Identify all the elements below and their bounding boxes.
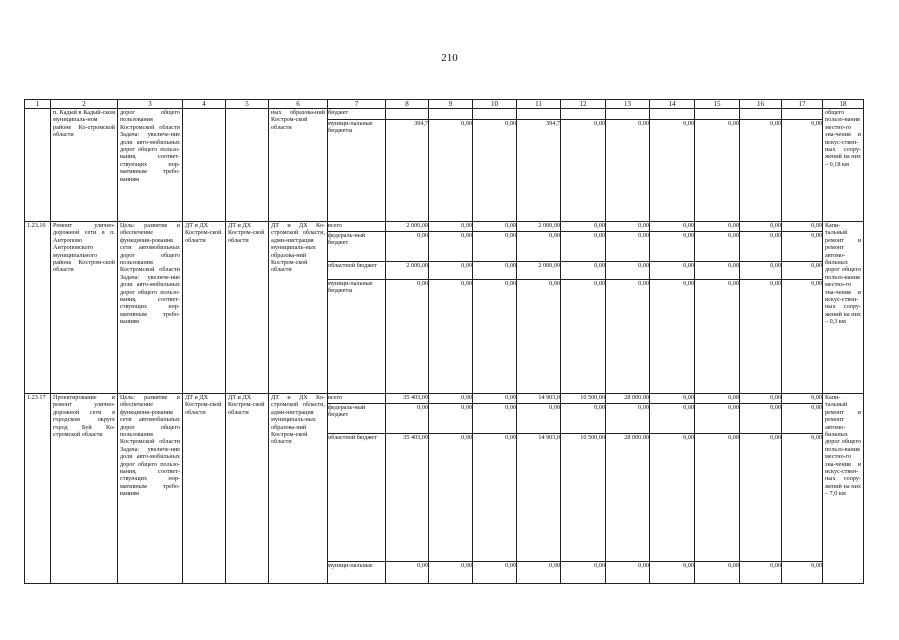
value: 0,00 <box>461 222 472 229</box>
value: 0,00 <box>650 403 695 433</box>
goal-cell: Цель: развитие и обеспечение функциони-рования сети автомобильных дорог общего пользования Костромской области Задача: увеличе-ние доли авто-мобильных дорог общего пользо-вания, соответ-ствующих нор-мативным требо-ваниям <box>118 222 183 394</box>
row-number-cell: 1.23.17 <box>25 394 51 584</box>
value: 0,00 <box>695 261 740 279</box>
funding-source: муници-пальные бюджеты <box>328 279 386 295</box>
value: 0,00 <box>695 231 740 261</box>
page-number: 210 <box>441 52 458 64</box>
value: 0,00 <box>782 403 823 433</box>
value: 0,00 <box>740 403 782 433</box>
value: 35 403,00 <box>403 394 428 401</box>
event-name-cell: Ремонт улично-дорожной сети в п. Антропово Антроповского муниципального района Костром-ской области <box>51 222 118 394</box>
funding-source: областной бюджет <box>328 261 386 279</box>
value: 2 000,00 <box>517 261 561 279</box>
result-cell: Капи-тальный ремонт и ремонт автомо-бильных дорог общего пользо-вания местно-го зна-чения и искус-ствен-ных соору-жений на них – 7,0 км <box>823 394 864 584</box>
value: 0,00 <box>517 231 561 261</box>
value: 14 903,0 <box>517 433 561 561</box>
value: 0,00 <box>473 433 517 561</box>
row-number-cell: 1.23.16 <box>25 222 51 394</box>
value: 0,00 <box>650 231 695 261</box>
table-row <box>25 394 864 584</box>
value: 394,7 <box>517 119 561 127</box>
value: 0,00 <box>728 394 739 401</box>
column-number: 8 <box>386 100 429 109</box>
value: 0,00 <box>429 403 473 433</box>
value: 28 000.00 <box>606 433 650 561</box>
customer-cell <box>183 109 226 222</box>
value: 394,7 <box>386 119 429 127</box>
value: 0,00 <box>517 403 561 433</box>
column-number: 17 <box>782 100 823 109</box>
value: 0,00 <box>606 119 650 127</box>
value: 0,00 <box>811 394 822 401</box>
value: 2 000,00 <box>386 261 429 279</box>
column-number: 2 <box>51 100 118 109</box>
executor-cell <box>226 109 269 222</box>
value: 0,00 <box>782 261 823 279</box>
customer-cell: ДТ и ДХ Костром-ской области <box>183 222 226 394</box>
column-number: 7 <box>328 100 386 109</box>
value: 0,00 <box>606 561 650 569</box>
column-number: 16 <box>740 100 782 109</box>
column-number: 5 <box>226 100 269 109</box>
value: 0,00 <box>561 403 606 433</box>
value: 0,00 <box>606 403 650 433</box>
table-row <box>25 109 864 222</box>
value: 2 000,00 <box>406 222 428 229</box>
value: 0,00 <box>473 561 517 569</box>
value: 0,00 <box>695 279 740 287</box>
column-number: 11 <box>517 100 561 109</box>
value: 0,00 <box>429 561 473 569</box>
value: 0,00 <box>561 261 606 279</box>
value: 0,00 <box>740 433 782 561</box>
value: 0,00 <box>638 222 649 229</box>
column-number: 4 <box>183 100 226 109</box>
funding-source-cell <box>328 394 386 584</box>
value: 0,00 <box>782 433 823 561</box>
value: 0,00 <box>505 222 516 229</box>
column-number: 15 <box>695 100 740 109</box>
table-row <box>25 222 864 394</box>
value: 0,00 <box>473 279 517 287</box>
program-table <box>24 99 864 584</box>
value: 0,00 <box>695 433 740 561</box>
value: 0,00 <box>561 561 606 569</box>
value: 0,00 <box>429 433 473 561</box>
value: 0,00 <box>386 561 429 569</box>
funding-source: федераль-ный бюджет <box>328 403 386 433</box>
column-number: 13 <box>606 100 650 109</box>
value: 0,00 <box>740 231 782 261</box>
value: 0,00 <box>561 231 606 261</box>
value: 0,00 <box>606 231 650 261</box>
value: 0,00 <box>473 261 517 279</box>
value: 0,00 <box>650 261 695 279</box>
result-cell: Капи-тальный ремонт и ремонт автомо-бильных дорог общего пользо-вания местно-го зна-чения и искус-ствен-ных соору-жений на них – 0,3 км <box>823 222 864 394</box>
value: 0,00 <box>606 261 650 279</box>
value: 14 903,0 <box>538 394 560 401</box>
funding-source: муници-пальные <box>328 561 386 569</box>
value: 0,00 <box>650 279 695 287</box>
funding-source: бюджет <box>328 109 349 116</box>
participants-cell: ДТ и ДХ Ко-стромской области, адми-нистрация муниципаль-ных образова-ний Костром-ской области <box>269 222 328 394</box>
value: 0,00 <box>683 394 694 401</box>
column-number-row <box>25 100 864 109</box>
funding-source: муници-пальные бюджеты <box>328 119 386 135</box>
value: 0,00 <box>782 119 823 127</box>
column-number: 14 <box>650 100 695 109</box>
value: 0,00 <box>386 403 429 433</box>
value: 0,00 <box>650 119 695 127</box>
column-number: 12 <box>561 100 606 109</box>
column-number: 6 <box>269 100 328 109</box>
value: 0,00 <box>505 394 516 401</box>
funding-source-cell <box>328 222 386 394</box>
value: 0,00 <box>782 279 823 287</box>
value: 0,00 <box>740 261 782 279</box>
value: 0,00 <box>386 279 429 287</box>
value: 0,00 <box>473 231 517 261</box>
value: 0,00 <box>770 222 781 229</box>
value: 0,00 <box>429 261 473 279</box>
goal-cell: Цель: развитие и обеспечение функциони-рования сети автомобильных дорог общего пользования Костромской области Задача: увеличе-ние доли авто-мобильных дорог общего пользо-вания, соответ-ствующих нор-мативным требо-ваниям <box>118 394 183 584</box>
column-number: 3 <box>118 100 183 109</box>
value: 0,00 <box>811 222 822 229</box>
value: 0,00 <box>429 279 473 287</box>
result-cell: общего пользо-вания местно-го зна-чения и искус-ствен-ных соору-жений на них – 0,18 км <box>823 109 864 222</box>
funding-source: всего <box>328 222 342 229</box>
value: 0,00 <box>740 279 782 287</box>
value: 2 000,00 <box>538 222 560 229</box>
value: 0,00 <box>517 561 561 569</box>
funding-source: областной бюджет <box>328 433 386 561</box>
funding-source-cell <box>328 109 386 222</box>
value: 0,00 <box>606 279 650 287</box>
value: 0,00 <box>728 222 739 229</box>
value: 0,00 <box>683 222 694 229</box>
value: 0,00 <box>782 561 823 569</box>
participants-cell: ДТ и ДХ Ко-стромской области, адми-нистрация муниципаль-ных образова-ний Костром-ской области <box>269 394 328 584</box>
value: 0,00 <box>740 119 782 127</box>
participants-cell: ных образова-ний Костром-ской области <box>269 109 328 222</box>
value: 0,00 <box>740 561 782 569</box>
value: 0,00 <box>650 433 695 561</box>
value: 10 500,00 <box>561 433 606 561</box>
value: 0,00 <box>695 119 740 127</box>
column-number: 18 <box>823 100 864 109</box>
value: 0,00 <box>561 119 606 127</box>
event-name-cell: Проектирование и ремонт улично-дорожной сети в городском округе город Буй Ко-стромской области <box>51 394 118 584</box>
value: 0,00 <box>429 119 473 127</box>
goal-cell: дорог общего пользования Костромской области Задача: увеличе-ние доли авто-мобильных дорог общего пользо-вания, соответ-ствующих нор-мативным требо-ваниям <box>118 109 183 222</box>
row-number-cell <box>25 109 51 222</box>
value: 28 000.00 <box>624 394 649 401</box>
value: 10 500,00 <box>580 394 605 401</box>
value: 0,00 <box>770 394 781 401</box>
value: 0,00 <box>429 231 473 261</box>
executor-cell: ДТ и ДХ Костром-ской области <box>226 394 269 584</box>
column-number: 10 <box>473 100 517 109</box>
customer-cell: ДТ и ДХ Костром-ской области <box>183 394 226 584</box>
value: 0,00 <box>782 231 823 261</box>
value: 0,00 <box>473 119 517 127</box>
value: 0,00 <box>386 231 429 261</box>
value: 35 403,00 <box>386 433 429 561</box>
value: 0,00 <box>461 394 472 401</box>
event-name-cell: п. Кадый в Кадый-ском муниципаль-ном районе Ко-стромской области <box>51 109 118 222</box>
funding-source: федераль-ный бюджет <box>328 231 386 261</box>
executor-cell: ДТ и ДХ Костром-ской области <box>226 222 269 394</box>
value: 0,00 <box>473 403 517 433</box>
value: 0,00 <box>695 403 740 433</box>
value: 0,00 <box>594 222 605 229</box>
column-number: 9 <box>429 100 473 109</box>
funding-source: всего <box>328 394 342 401</box>
value: 0,00 <box>695 561 740 569</box>
column-number: 1 <box>25 100 51 109</box>
value: 0,00 <box>650 561 695 569</box>
value: 0,00 <box>561 279 606 287</box>
value: 0,00 <box>517 279 561 287</box>
